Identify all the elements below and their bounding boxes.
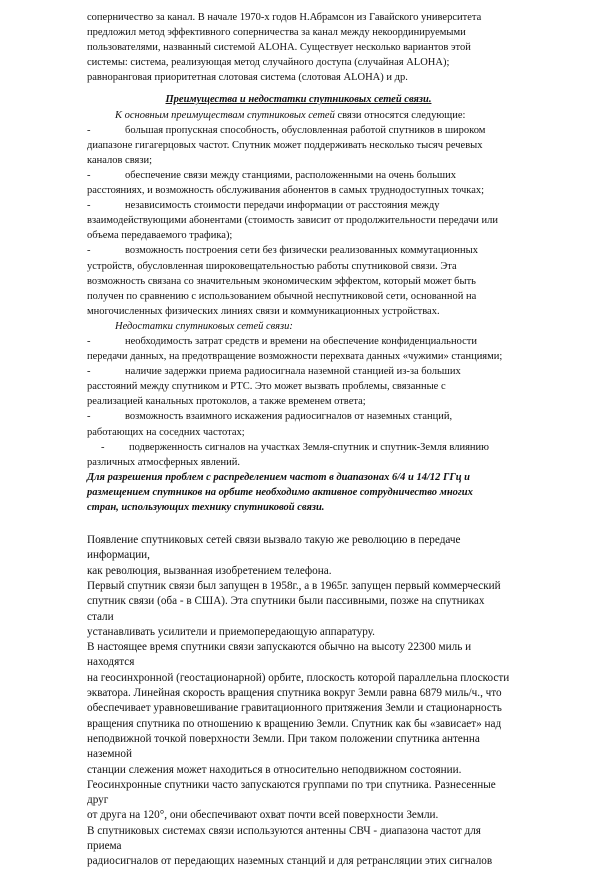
advantage-line: устройств, обусловленная широковещательностью работы спутниковой связи. Эта	[87, 260, 457, 272]
intro-paragraph	[87, 10, 510, 85]
body-paragraph	[87, 640, 510, 778]
body-line: Появление спутниковых сетей связи вызвало такую же революцию в передаче информации,	[87, 534, 461, 562]
disadvantage-line: возможность взаимного искажения радиосигналов от наземных станций,	[125, 411, 453, 423]
frequency-note	[87, 470, 510, 515]
advantage-line: многочисленных физических линиях связи и коммуникационных устройствах.	[87, 305, 440, 317]
advantage-line: возможность построения сети без физически реализованных коммутационных	[125, 245, 478, 257]
disadvantage-line: необходимость затрат средств и времени на обеспечение конфиденциальности	[125, 335, 477, 347]
disadvantage-continuation	[87, 455, 510, 470]
disadvantage-line: реализацией канальных протоколов, а также временем ответа;	[87, 396, 366, 408]
body-line: экватора. Линейная скорость вращения спутника вокруг Земли равна 6879 миль/ч., что	[87, 687, 502, 700]
advantage-line: диапазоне гигагерцовых частот. Спутник может поддерживать несколько тысяч речевых	[87, 139, 483, 151]
body-line: устанавливать усилители и приемопередающую аппаратуру.	[87, 625, 375, 638]
advantages-intro-rest: связи относятся следующие:	[334, 109, 466, 121]
document-page	[87, 10, 510, 870]
advantage-item	[87, 168, 510, 183]
body-line: В настоящее время спутники связи запускаются обычно на высоту 22300 миль и находятся	[87, 641, 472, 669]
intro-line: соперничество за канал. В начале 1970-х годов Н.Абрамсон из Гавайского университета	[87, 12, 482, 23]
intro-line: равноранговая приоритетная слотовая система (слотовая ALOHA) и др.	[87, 72, 408, 84]
disadvantages-heading: Недостатки спутниковых сетей связи:	[115, 320, 293, 332]
body-line: как революция, вызванная изобретением телефона.	[87, 564, 332, 577]
advantage-text	[125, 168, 510, 183]
advantage-item	[87, 243, 510, 258]
list-dash: -	[87, 124, 91, 136]
disadvantage-line: расстояний между спутником и РТС. Это может вызвать проблемы, связанные с	[87, 381, 446, 393]
list-dash: -	[87, 366, 91, 378]
body-paragraph	[87, 579, 510, 640]
advantage-line: обеспечение связи между станциями, расположенными на очень больших	[125, 169, 457, 181]
body-line: неподвижной точкой поверхности Земли. При таком положении спутника антенна наземной	[87, 732, 480, 761]
disadvantage-text	[125, 409, 510, 424]
list-dash: -	[101, 441, 105, 453]
advantage-item	[87, 198, 510, 213]
disadvantage-line: работающих на соседних частотах;	[87, 426, 245, 438]
body-line: на геосинхронной (геостационарной) орбите, плоскость которой параллельна плоскости	[87, 671, 510, 684]
disadvantage-item	[87, 334, 510, 349]
advantages-intro	[87, 108, 510, 123]
list-dash: -	[87, 335, 91, 347]
advantage-text	[125, 123, 510, 138]
section-heading: Преимущества и недостатки спутниковых сетей связи.	[165, 94, 432, 106]
list-dash: -	[87, 200, 91, 212]
advantage-line: объема передаваемого трафика);	[87, 230, 233, 242]
list-dash: -	[87, 169, 91, 181]
body-paragraph	[87, 533, 510, 579]
advantage-text	[125, 243, 510, 258]
body-paragraph	[87, 778, 510, 824]
intro-line: системы: система, реализующая метод случайного доступа (случайная ALOHA);	[87, 57, 450, 69]
body-line: станции слежения может находиться в относительно неподвижном состоянии.	[87, 763, 462, 776]
advantage-text	[125, 198, 510, 213]
disadvantage-continuation	[87, 349, 510, 364]
disadvantage-item	[87, 440, 510, 455]
advantage-line: каналов связи;	[87, 154, 153, 166]
advantage-continuation	[87, 138, 510, 168]
disadvantage-item	[87, 409, 510, 424]
disadvantage-continuation	[87, 425, 510, 440]
body-line: спутник связи (оба - в США). Эта спутники были пассивными, позже на спутниках стали	[87, 595, 485, 623]
list-dash: -	[87, 411, 91, 423]
body-line: радиосигналов от передающих наземных станций и для ретрансляции этих сигналов	[87, 855, 493, 868]
advantage-line: взаимодействующими абонентами (стоимость зависит от продолжительности передачи или	[87, 215, 498, 227]
body-paragraph	[87, 824, 510, 870]
advantages-intro-italic: К основным преимуществам спутниковых сетей	[115, 109, 335, 121]
body-line: Геосинхронные спутники часто запускаются группами по три спутника. Разнесенные друг	[87, 778, 496, 807]
frequency-note-line: размещением спутников на орбите необходимо активное сотрудничество многих	[87, 486, 473, 498]
advantage-item	[87, 123, 510, 138]
advantage-continuation	[87, 259, 510, 319]
advantage-line: расстояниях, и возможность обслуживания абонентов в самых труднодоступных точках;	[87, 185, 485, 197]
disadvantage-line: различных атмосферных явлений.	[87, 456, 240, 468]
list-dash: -	[87, 245, 91, 257]
body-line: от друга на 120°, они обеспечивают охват почти всей поверхности Земли.	[87, 809, 439, 822]
frequency-note-line: Для разрешения проблем с распределением частот в диапазонах 6/4 и 14/12 ГГц и	[87, 471, 471, 483]
disadvantage-text	[129, 440, 510, 455]
disadvantage-item	[87, 364, 510, 379]
advantage-line: возможность связана со значительным экономическим эффектом, который может быть	[87, 275, 476, 287]
intro-line: пользователями, названный системой ALOHA. Существует несколько вариантов этой	[87, 42, 471, 54]
intro-line: предложил метод эффективного соперничества за канал между некоординируемыми	[87, 27, 466, 39]
disadvantage-line: подверженность сигналов на участках Земля-спутник и спутник-Земля влиянию	[129, 441, 490, 453]
disadvantage-text	[125, 364, 510, 379]
body-line: В спутниковых системах связи используются антенны СВЧ - диапазона частот для приема	[87, 824, 481, 853]
advantage-line: независимость стоимости передачи информации от расстояния между	[125, 200, 440, 212]
advantage-line: большая пропускная способность, обусловленная работой спутников в широком	[125, 124, 486, 136]
advantage-continuation	[87, 213, 510, 243]
disadvantage-line: передачи данных, на предотвращение возможности перехвата данных «чужими» станциями;	[87, 351, 503, 363]
disadvantage-continuation	[87, 379, 510, 409]
body-line: обеспечивает уравновешивание гравитационного притяжения Земли и стационарность	[87, 702, 502, 715]
disadvantage-text	[125, 334, 510, 349]
disadvantage-line: наличие задержки приема радиосигнала наземной станцией из-за больших	[125, 366, 461, 378]
body-line: вращения спутника по отношению к вращению Земли. Спутник как бы «зависает» над	[87, 717, 502, 730]
body-line: Первый спутник связи был запущен в 1958г., а в 1965г. запущен первый коммерческий	[87, 579, 501, 592]
frequency-note-line: стран, использующих технику спутниковой связи.	[87, 502, 325, 513]
advantage-line: получен по сравнению с использованием обычной неспутниковой сети, основанной на	[87, 290, 477, 302]
advantage-continuation	[87, 183, 510, 198]
